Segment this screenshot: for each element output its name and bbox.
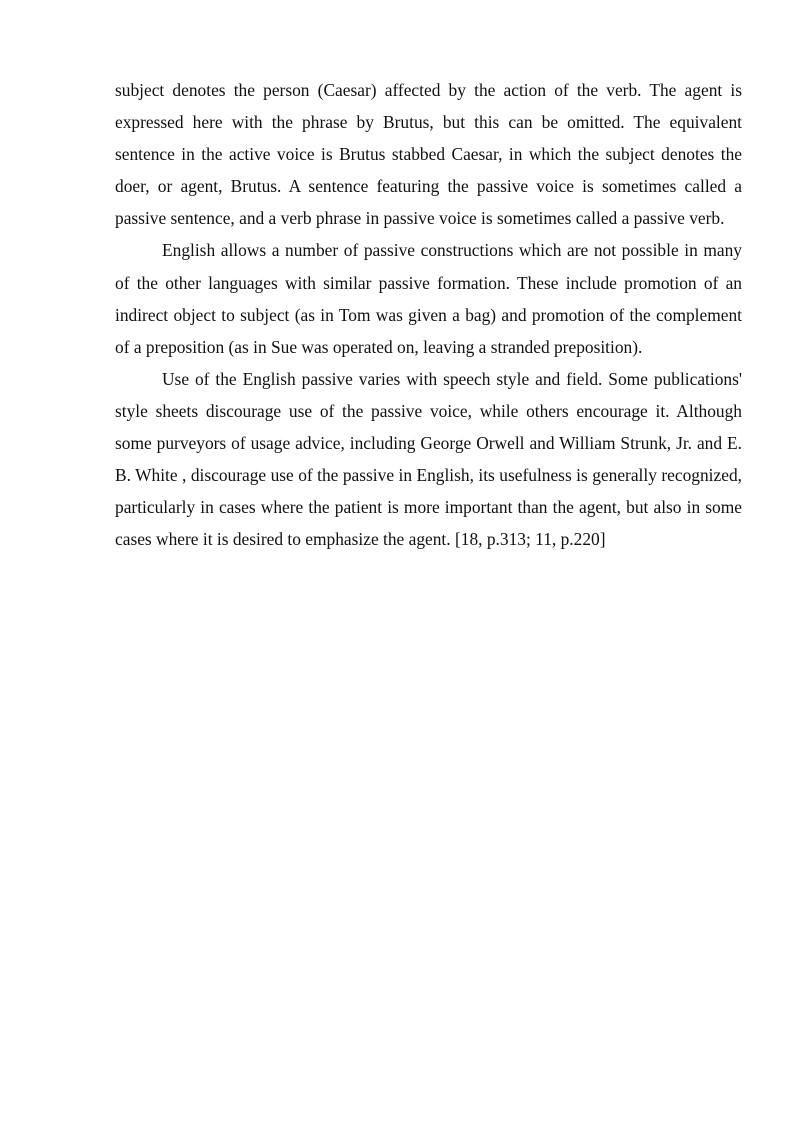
paragraph-passive-constructions: English allows a number of passive constructions which are not possible in many of the other languages with similar passive formation. These include promotion of an indirect object to subject (as in Tom was given a bag) and promotion of the complement of a preposition (as in Sue was operated on, leaving a stranded preposition). [115,240,742,357]
body-text [115,74,742,555]
paragraph-passive-usage: Use of the English passive varies with speech style and field. Some publications' style sheets discourage use of the passive voice, while others encourage it. Although some purveyors of usage advice, including George Orwell and William Strunk, Jr. and E. B. White , discourage use of the passive in English, its usefulness is generally recognized, particularly in cases where the patient is more important than the agent, but also in some cases where it is desired to emphasize the agent. [18, p.313; 11, p.220] [115,368,742,550]
paragraph-continuation: subject denotes the person (Caesar) affected by the action of the verb. The agent is expressed here with the phrase by Brutus, but this can be omitted. The equivalent sentence in the active voice is Brutus stabbed Caesar, in which the subject denotes the doer, or agent, Brutus. A sentence featuring the passive voice is sometimes called a passive sentence, and a verb phrase in passive voice is sometimes called a passive verb. [115,80,742,229]
